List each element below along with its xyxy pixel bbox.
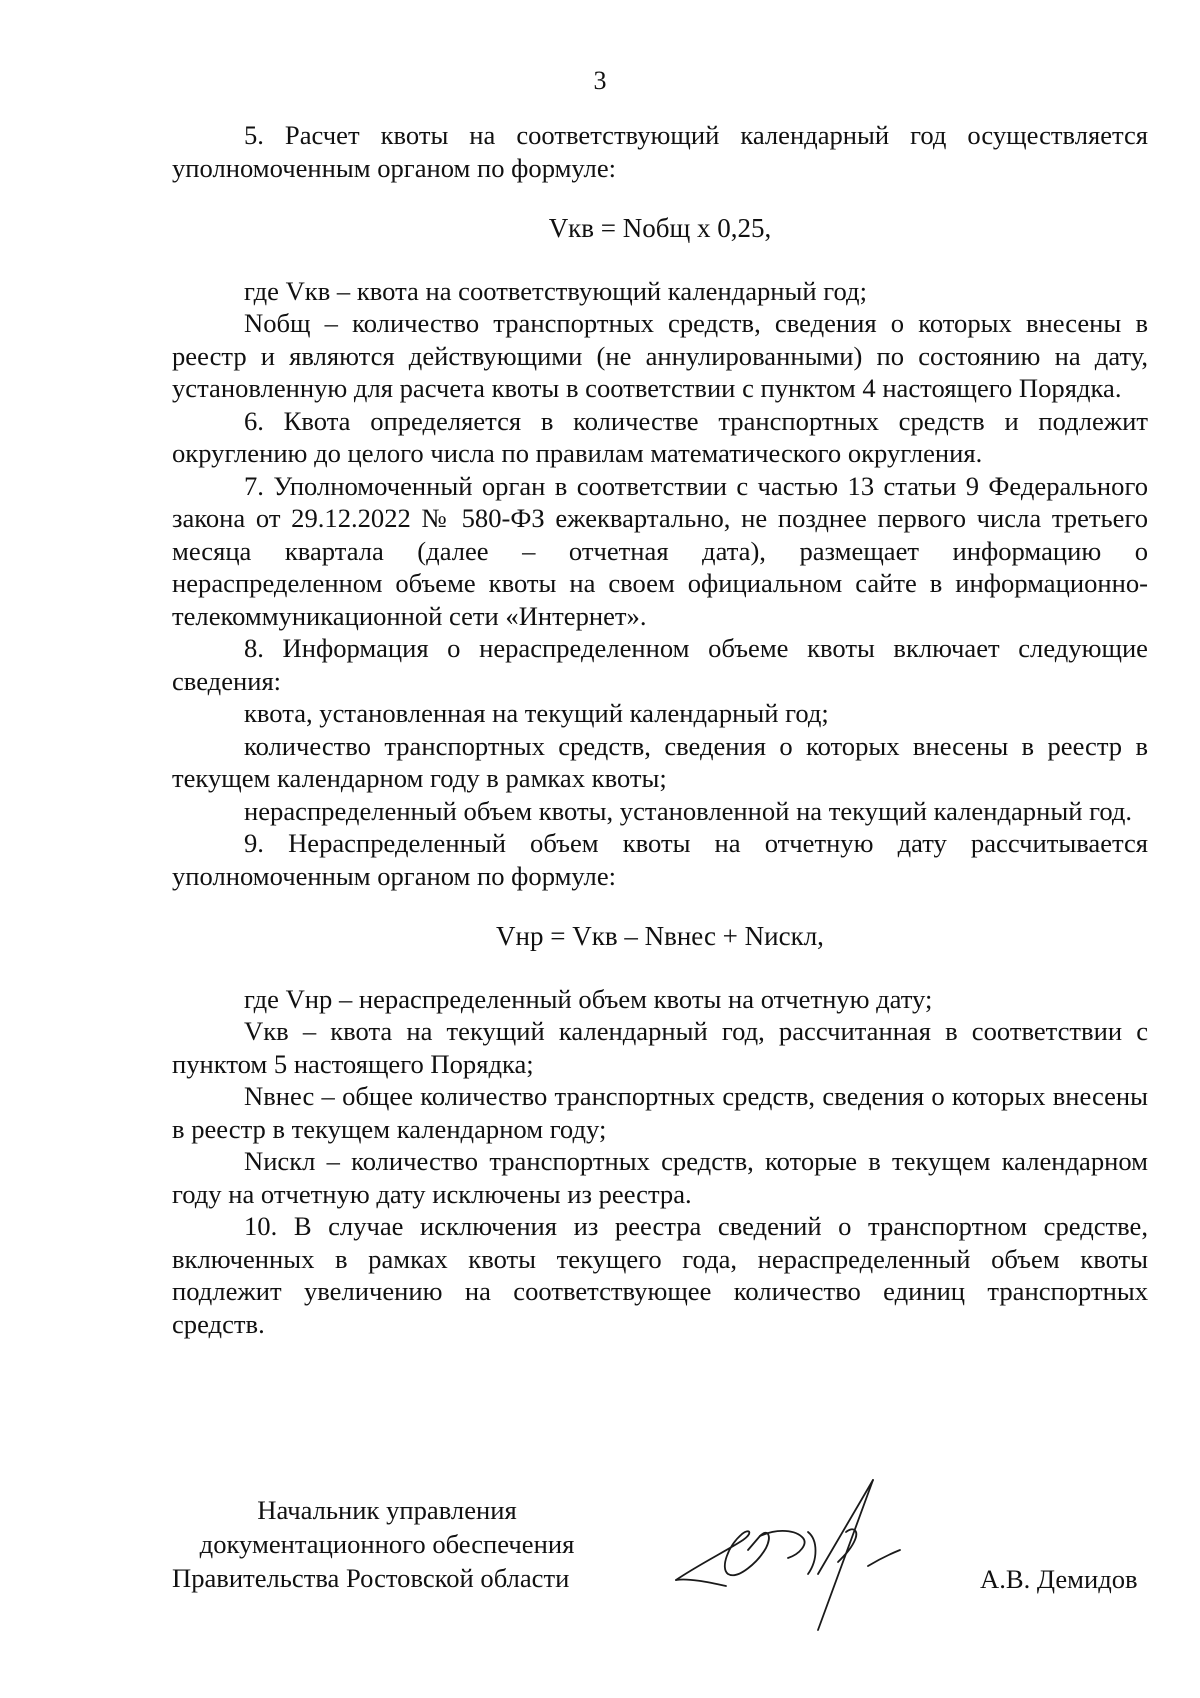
signatory-title-line-3: Правительства Ростовской области xyxy=(172,1563,570,1593)
unallocated-formula: Vнр = Vкв – Nвнес + Nискл, xyxy=(496,921,824,951)
page-number: 3 xyxy=(593,66,607,95)
paragraph-5-nobsh: Nобщ – количество транспортных средств, сведения о которых внесены в реестр и являются действующими (не аннулированными) по состоянию на дату, установленную для расчета квоты в соответствии с пунктом 4 настоящего Порядка. xyxy=(172,308,1148,403)
paragraph-7: 7. Уполномоченный орган в соответствии с частью 13 статьи 9 Федерального закона от 29.12.2022 № 580-ФЗ ежеквартально, не позднее первого числа третьего месяца квартала (далее – отчетная дата), размещает информацию о нераспределенном объеме квоты на своем официальном сайте в информационно-телекоммуникационной сети «Интернет». xyxy=(172,470,1148,631)
paragraph-6: 6. Квота определяется в количестве транспортных средств и подлежит округлению до целого числа по правилам математического округления. xyxy=(172,405,1148,468)
paragraph-9-where: где Vнр – нераспределенный объем квоты на отчетную дату; xyxy=(244,983,933,1014)
paragraph-9-niskl: Nискл – количество транспортных средств, которые в текущем календарном году на отчетную дату исключены из реестра. xyxy=(172,1146,1148,1209)
signatory-title-line-1: Начальник управления xyxy=(257,1495,517,1525)
handwritten-signature xyxy=(668,1470,958,1635)
paragraph-5-intro: 5. Расчет квоты на соответствующий календарный год осуществляется уполномоченным органом по формуле: xyxy=(172,120,1148,183)
paragraph-9-intro: 9. Нераспределенный объем квоты на отчетную дату рассчитывается уполномоченным органом по формуле: xyxy=(172,828,1148,891)
paragraph-10: 10. В случае исключения из реестра сведений о транспортном средстве, включенных в рамках квоты текущего года, нераспределенный объем квоты подлежит увеличению на соответствующее количество единиц транспортных средств. xyxy=(172,1211,1148,1339)
signer-name: А.В. Демидов xyxy=(980,1564,1138,1594)
paragraph-8-item-3: нераспределенный объем квоты, установленной на текущий календарный год. xyxy=(244,795,1133,826)
paragraph-5-where: где Vкв – квота на соответствующий календарный год; xyxy=(244,275,867,306)
paragraph-8-intro: 8. Информация о нераспределенном объеме квоты включает следующие сведения: xyxy=(172,633,1148,696)
paragraph-9-nvnes: Nвнес – общее количество транспортных средств, сведения о которых внесены в реестр в текущем календарном году; xyxy=(172,1081,1148,1144)
signatory-title-line-2: документационного обеспечения xyxy=(199,1529,575,1559)
signatory-title xyxy=(172,1493,602,1595)
document-body xyxy=(172,119,1148,1340)
quota-formula: Vкв = Nобщ x 0,25, xyxy=(548,213,772,243)
paragraph-8-item-1: квота, установленная на текущий календарный год; xyxy=(244,698,829,728)
paragraph-9-vkv: Vкв – квота на текущий календарный год, рассчитанная в соответствии с пунктом 5 настоящего Порядка; xyxy=(172,1016,1148,1079)
paragraph-8-item-2: количество транспортных средств, сведения о которых внесены в реестр в текущем календарном году в рамках квоты; xyxy=(172,730,1148,793)
